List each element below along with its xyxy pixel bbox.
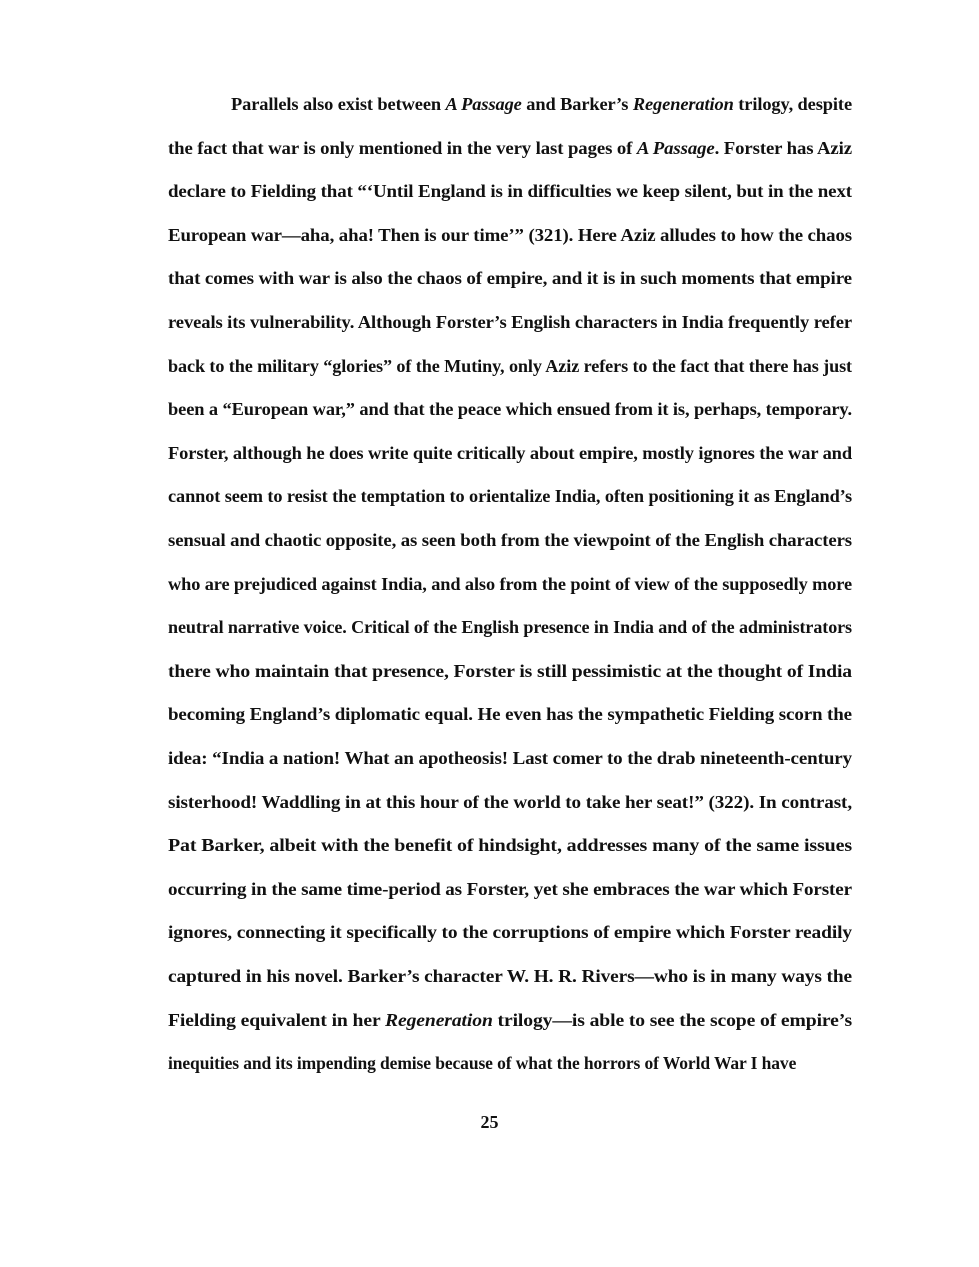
text-run: sensual and chaotic opposite, as seen both from the viewpoint of the English characters [168, 530, 852, 550]
text-run: idea: “India a nation! What an apotheosis! Last comer to the drab nineteenth-century [168, 748, 852, 768]
text-line [168, 791, 852, 812]
text-line [168, 401, 852, 419]
text-run: and Barker’s [521, 94, 633, 114]
text-run: neutral narrative voice. Critical of the English presence in India and of the administrators [168, 617, 852, 638]
text-run: becoming England’s diplomatic equal. He even has the sympathetic Fielding scorn the [168, 704, 852, 725]
italic-title: Regeneration [632, 94, 734, 114]
text-run: the fact that war is only mentioned in the very last pages of [168, 137, 637, 158]
text-line [168, 968, 852, 986]
text-line [168, 706, 852, 724]
text-line [168, 488, 852, 506]
text-line [168, 837, 852, 855]
text-line [168, 1055, 796, 1073]
text-run: Fielding equivalent in her [168, 1009, 386, 1030]
text-line [168, 532, 852, 550]
text-line [231, 96, 852, 114]
text-run: there who maintain that presence, Forster is still pessimistic at the thought of India [168, 660, 852, 681]
text-run: trilogy—is able to see the scope of empire’s [492, 1009, 852, 1030]
text-line [168, 924, 852, 942]
italic-title: A Passage [636, 137, 715, 158]
text-run: back to the military “glories” of the Mutiny, only Aziz refers to the fact that there has just [168, 355, 852, 376]
text-run: Parallels also exist between [231, 94, 446, 114]
text-run: Pat Barker, albeit with the benefit of hindsight, addresses many of the same issues [168, 835, 852, 856]
text-line [168, 183, 852, 201]
text-run: inequities and its impending demise because of what the horrors of World War I have [168, 1053, 797, 1074]
text-run: European war—aha, aha! Then is our time’” (321). Here Aziz alludes to how the chaos [168, 224, 852, 245]
text-run: trilogy, despite [733, 94, 852, 114]
italic-title: Regeneration [385, 1009, 493, 1030]
text-line [168, 1009, 852, 1030]
text-run: cannot seem to resist the temptation to orientalize India, often positioning it as England’s [168, 486, 852, 507]
text-line [168, 750, 852, 768]
text-run: captured in his novel. Barker’s character W. H. R. Rivers—who is in many ways the [168, 966, 852, 986]
text-line [168, 137, 852, 158]
text-run: sisterhood! Waddling in at this hour of the world to take her seat!” (322). In contrast, [168, 791, 852, 812]
text-run: who are prejudiced against India, and also from the point of view of the supposedly more [168, 573, 853, 594]
text-line [168, 660, 852, 681]
text-run: been a “European war,” and that the peace which ensued from it is, perhaps, temporary. [168, 399, 852, 420]
text-run: occurring in the same time-period as Forster, yet she embraces the war which Forster [168, 878, 852, 899]
text-line [168, 355, 852, 376]
text-line [168, 442, 853, 463]
page-number: 25 [480, 1112, 499, 1132]
text-line [168, 878, 852, 899]
text-line [168, 619, 852, 637]
text-run: that comes with war is also the chaos of empire, and it is in such moments that empire [168, 268, 852, 289]
text-line [168, 314, 852, 332]
text-line [168, 224, 852, 245]
text-line [168, 573, 853, 594]
text-run: reveals its vulnerability. Although Forster’s English characters in India frequently refer [168, 312, 852, 332]
text-line [168, 270, 852, 288]
italic-title: A Passage [445, 94, 522, 114]
text-run: declare to Fielding that “‘Until England is in difficulties we keep silent, but in the next [168, 181, 853, 202]
text-run: Forster, although he does write quite critically about empire, mostly ignores the war and [168, 442, 853, 463]
text-run: . Forster has Aziz [714, 137, 852, 158]
text-run: ignores, connecting it specifically to the corruptions of empire which Forster readily [168, 922, 852, 943]
